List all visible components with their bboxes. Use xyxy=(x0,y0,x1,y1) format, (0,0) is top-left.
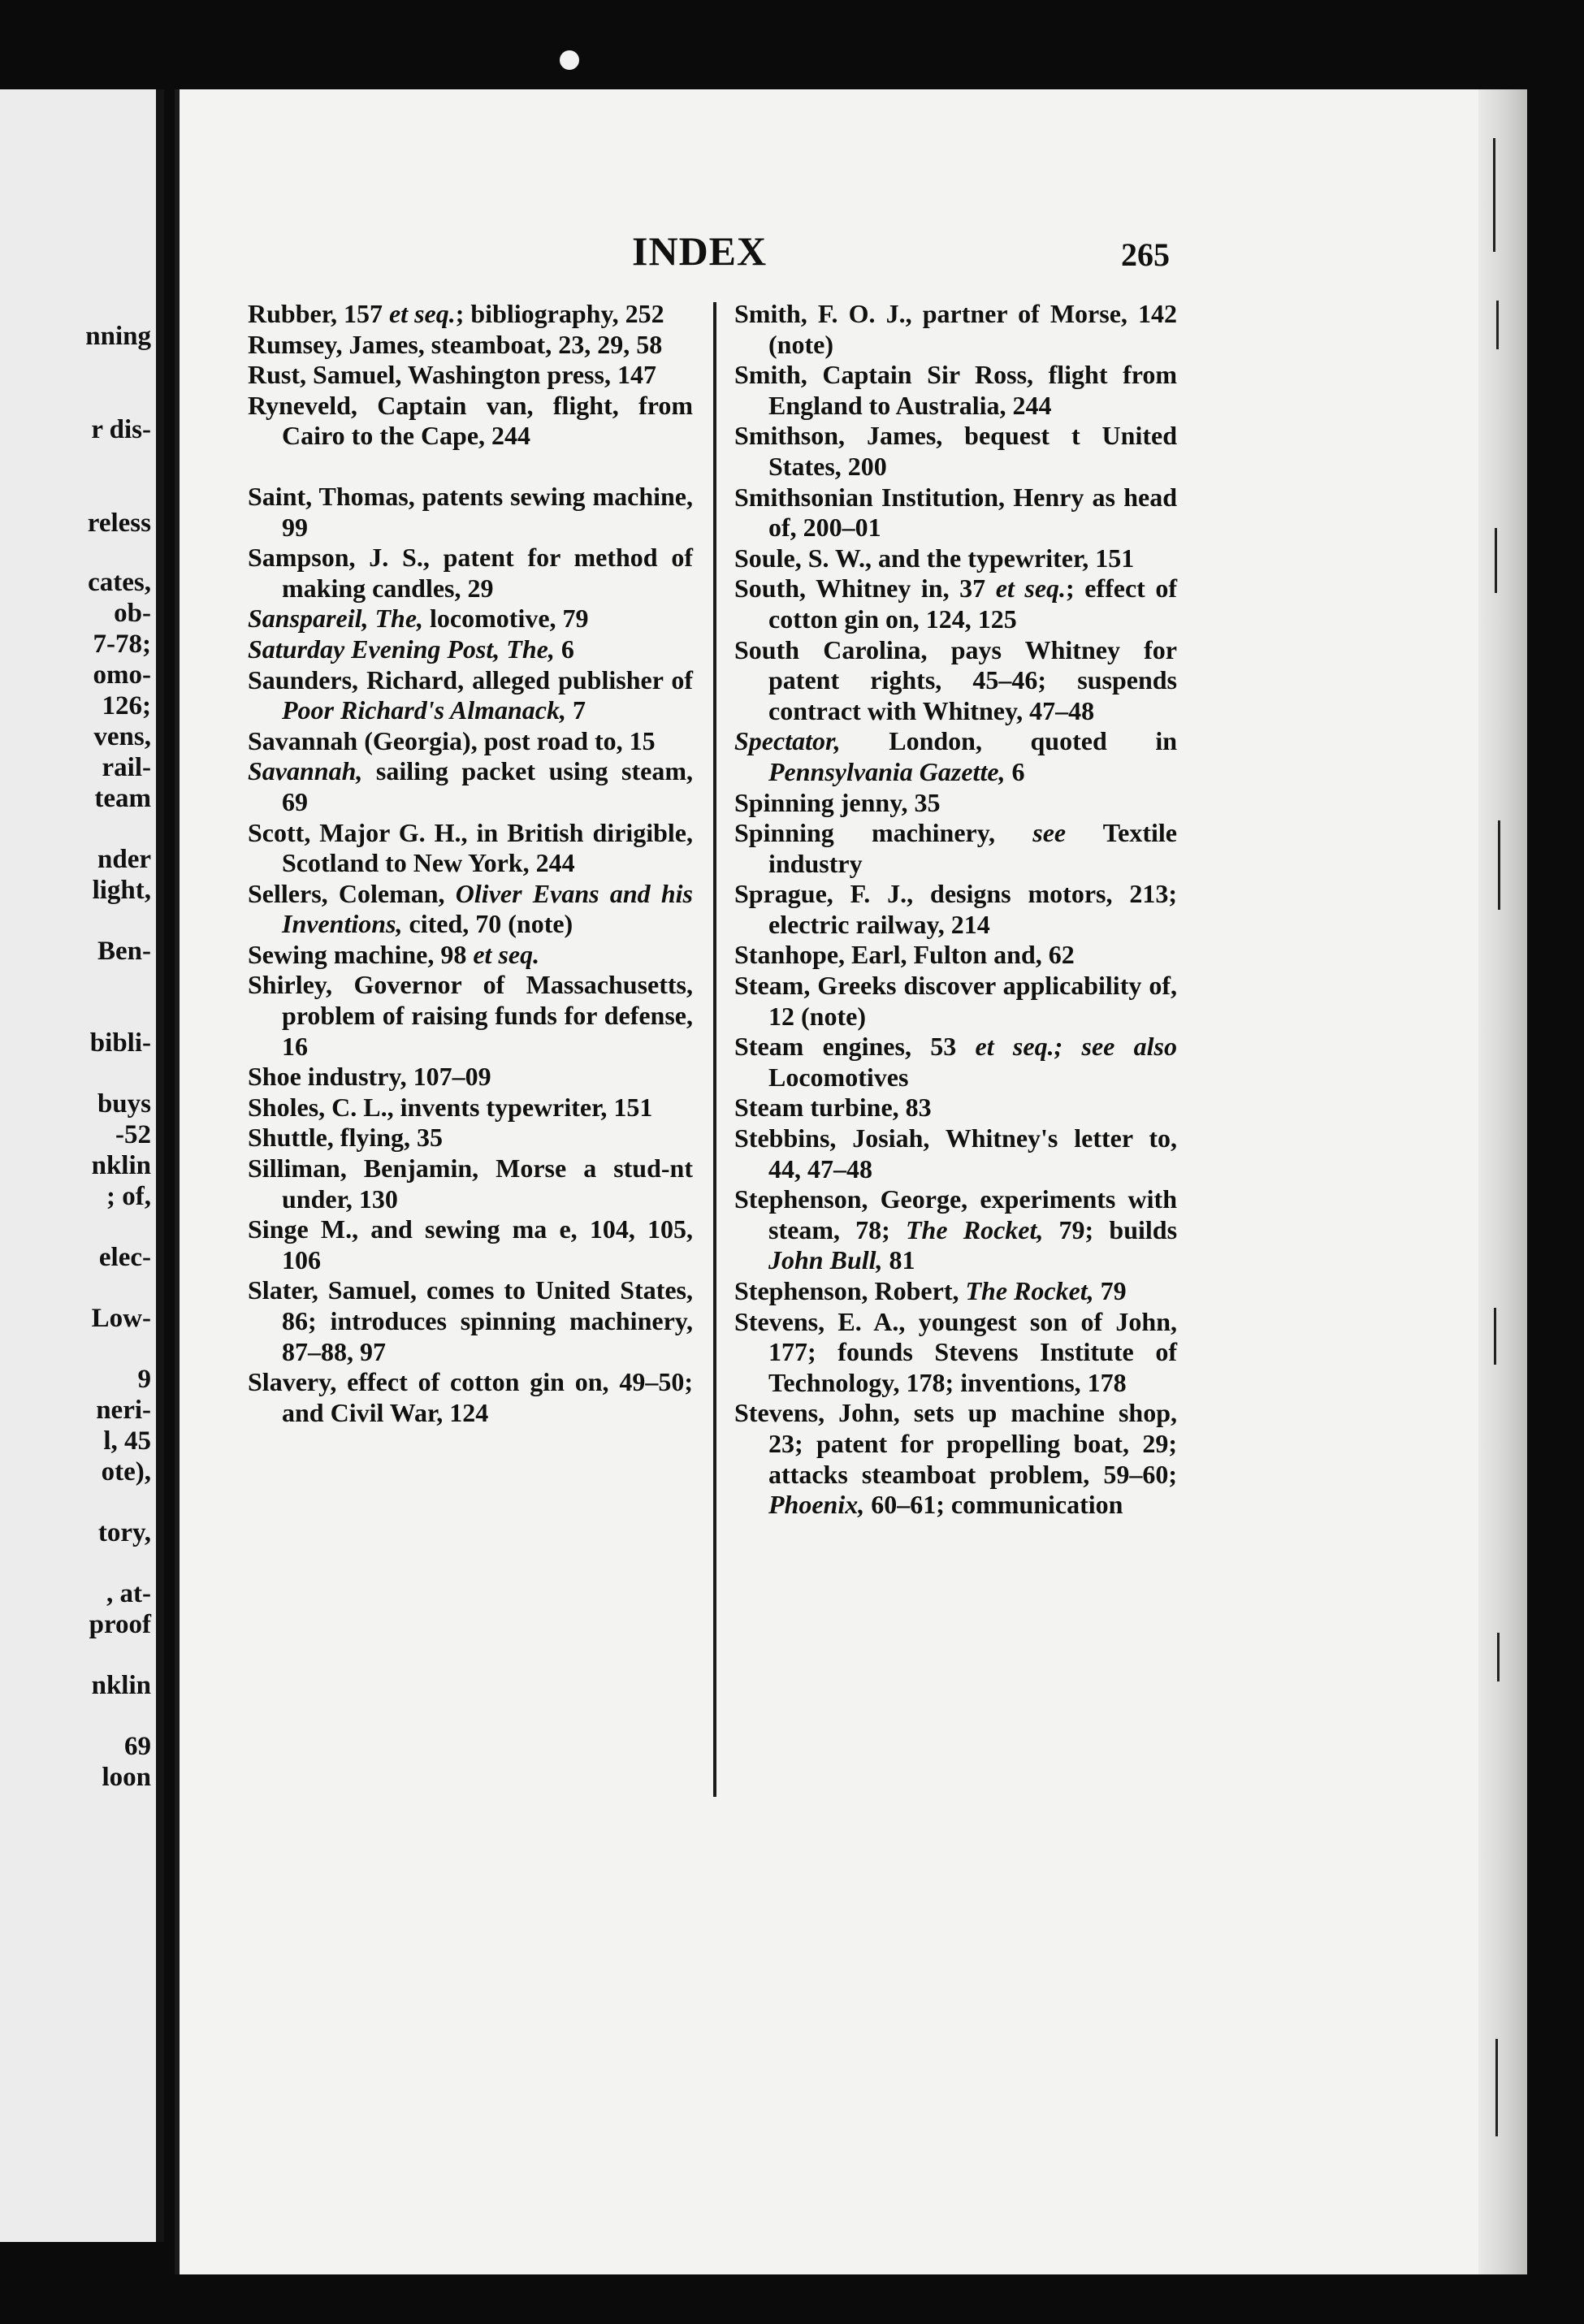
index-entry-text: Spinning jenny, 35 xyxy=(734,787,941,817)
page-number: 265 xyxy=(1121,236,1170,273)
index-entry xyxy=(734,818,1177,879)
index-entry-text: Sprague, F. J., designs motors, 213; electric railway, 214 xyxy=(734,879,1177,939)
index-entry xyxy=(734,483,1177,543)
index-entry xyxy=(734,573,1177,634)
index-entry xyxy=(248,482,693,543)
facing-page-fragment: 126; xyxy=(102,691,151,721)
index-entry-text: Slater, Samuel, comes to United States, 86; introduces spinning machinery, 87–88, 97 xyxy=(248,1275,693,1366)
index-entry-text: Singe M., and sewing ma e, 104, 105, 106 xyxy=(248,1214,693,1275)
index-column-right xyxy=(734,299,1177,1521)
index-entry xyxy=(248,756,693,817)
index-entry-text: Steam engines, 53 xyxy=(734,1032,976,1062)
facing-page-fragment: ; of, xyxy=(106,1182,151,1211)
index-entry-italic-text: et seq.; see also xyxy=(975,1032,1178,1062)
index-entry xyxy=(734,1123,1177,1184)
facing-page-fragment: team xyxy=(94,784,151,813)
index-entry-text: Steam turbine, 83 xyxy=(734,1093,932,1123)
index-entry-text: 79 xyxy=(1093,1276,1127,1305)
index-entry-text: Saint, Thomas, patents sewing machine, 99 xyxy=(248,481,693,542)
index-entry xyxy=(734,1184,1177,1276)
index-entry xyxy=(734,1307,1177,1399)
index-entry-text: Shirley, Governor of Massachusetts, problem of raising funds for defense, 16 xyxy=(248,970,693,1061)
facing-page-fragment: r dis- xyxy=(91,415,151,444)
index-entry-text: locomotive, 79 xyxy=(423,604,589,634)
index-entry xyxy=(248,818,693,879)
index-entry-text: sailing packet using steam, 69 xyxy=(282,756,693,816)
index-entry xyxy=(248,726,693,757)
index-entry-italic-text: John Bull, xyxy=(768,1245,883,1275)
facing-page-fragment: elec- xyxy=(98,1243,151,1272)
index-entry xyxy=(734,1276,1177,1307)
facing-page-fragment: neri- xyxy=(96,1396,151,1425)
index-entry xyxy=(248,879,693,940)
index-entry xyxy=(734,940,1177,971)
facing-page-fragment: buys xyxy=(97,1089,151,1119)
page-edge-shadow xyxy=(1478,89,1527,2274)
index-entry xyxy=(734,1032,1177,1093)
index-entry xyxy=(734,879,1177,940)
index-entry-text: Rust, Samuel, Washington press, 147 xyxy=(248,360,656,390)
index-entry-text: Spinning machinery, xyxy=(734,818,1033,848)
index-entry xyxy=(248,1275,693,1367)
index-entry-text: Locomotives xyxy=(768,1062,909,1092)
index-entry-text: ; effect of cotton gin on, 124, 125 xyxy=(768,573,1178,634)
section-gap xyxy=(248,452,693,482)
facing-page-fragment: light, xyxy=(92,876,151,905)
index-entry-text: 60–61; communication xyxy=(864,1490,1123,1520)
facing-page-fragment: 7-78; xyxy=(93,630,151,659)
index-entry-italic-text: Sanspareil, The, xyxy=(248,604,424,634)
index-entry xyxy=(248,1153,693,1214)
facing-page-fragment: ob- xyxy=(114,599,151,628)
facing-page-fragment: rail- xyxy=(102,753,151,782)
facing-page-fragment: nklin xyxy=(91,1151,151,1180)
index-entry xyxy=(248,299,693,330)
index-entry xyxy=(248,665,693,726)
index-entry-text: Rubber, 157 xyxy=(248,299,389,328)
index-entry xyxy=(734,635,1177,727)
index-entry-text: Savannah (Georgia), post road to, 15 xyxy=(248,725,656,755)
index-entry xyxy=(734,971,1177,1032)
index-entry xyxy=(248,1062,693,1093)
index-entry-text: Soule, S. W., and the typewriter, 151 xyxy=(734,543,1135,573)
index-entry-italic-text: Spectator, xyxy=(734,726,841,756)
index-entry-italic-text: et seq. xyxy=(473,939,540,969)
index-entry-italic-text: et seq. xyxy=(995,573,1067,604)
index-entry-italic-text: Savannah, xyxy=(248,756,363,786)
index-entry xyxy=(248,391,693,452)
index-entry xyxy=(248,604,693,634)
index-entry xyxy=(248,543,693,604)
index-entry-text: Steam, Greeks discover applicability of, 12 (note) xyxy=(734,971,1177,1031)
index-entry-text: Rumsey, James, steamboat, 23, 29, 58 xyxy=(248,329,663,359)
index-entry-text: 7 xyxy=(565,695,586,725)
facing-page-fragment: nder xyxy=(97,845,151,874)
index-entry-text: Stevens, John, sets up machine shop, 23; patent for propelling boat, 29; attacks steamboat problem, 59–60; xyxy=(734,1398,1177,1489)
index-entry xyxy=(248,1123,693,1153)
index-entry-text: Smithsonian Institution, Henry as head of, 200–01 xyxy=(734,482,1177,543)
index-entry xyxy=(734,1093,1177,1123)
index-entry-italic-text: Pennsylvania Gazette, xyxy=(768,756,1006,786)
index-entry-text: Stephenson, Robert, xyxy=(734,1276,966,1305)
index-entry-text: cited, 70 (note) xyxy=(402,909,573,939)
index-entry xyxy=(734,421,1177,482)
facing-page-fragment: tory, xyxy=(97,1518,151,1547)
index-entry-text: Stephenson, George, experiments with steam, 78; xyxy=(734,1184,1177,1244)
index-entry-text: 81 xyxy=(882,1245,915,1275)
index-entry xyxy=(248,634,693,665)
index-entry xyxy=(248,360,693,391)
index-entry-text: South, Whitney in, 37 xyxy=(734,573,996,604)
facing-page-fragment: cates, xyxy=(88,568,151,597)
index-entry xyxy=(248,1093,693,1123)
index-entry xyxy=(734,788,1177,819)
index-entry-text: Sellers, Coleman, xyxy=(248,878,456,908)
index-entry-italic-text: et seq. xyxy=(388,299,456,328)
index-entry-text: 6 xyxy=(1005,756,1025,786)
facing-page-fragment: -52 xyxy=(115,1120,151,1149)
index-entry-italic-text: Poor Richard's Almanack, xyxy=(282,695,566,725)
index-entry xyxy=(734,726,1177,787)
facing-page-fragment: nklin xyxy=(91,1671,151,1700)
index-entry-text: Stebbins, Josiah, Whitney's letter to, 44, 47–48 xyxy=(734,1123,1177,1184)
running-head: INDEX xyxy=(632,228,768,274)
index-entry-text: Sholes, C. L., invents typewriter, 151 xyxy=(248,1092,653,1122)
index-entry-text: Sampson, J. S., patent for method of making candles, 29 xyxy=(248,543,693,603)
index-entry-italic-text: Saturday Evening Post, The, xyxy=(248,634,555,664)
index-entry xyxy=(248,1214,693,1275)
index-entry xyxy=(248,330,693,361)
index-entry-text: 6 xyxy=(554,634,574,664)
index-entry xyxy=(734,1398,1177,1520)
index-entry-text: Saunders, Richard, alleged publisher of xyxy=(248,664,693,695)
index-entry-text: Stevens, E. A., youngest son of John, 177; founds Stevens Institute of Technology, 178; inventions, 178 xyxy=(734,1306,1177,1397)
facing-page-fragment: bibli- xyxy=(89,1028,151,1058)
index-column-left xyxy=(248,299,693,1428)
index-entry-text: South Carolina, pays Whitney for patent rights, 45–46; suspends contract with Whitney, 47–48 xyxy=(734,634,1177,725)
facing-page-fragment: l, 45 xyxy=(103,1426,151,1456)
index-entry-text: 79; builds xyxy=(1043,1214,1178,1244)
index-entry-text: Slavery, effect of cotton gin on, 49–50; and Civil War, 124 xyxy=(248,1367,693,1427)
facing-page-fragment: ote), xyxy=(101,1457,151,1487)
index-entry xyxy=(734,360,1177,421)
index-entry-text: Sewing machine, 98 xyxy=(248,939,474,969)
index-entry-italic-text: The Rocket, xyxy=(965,1276,1094,1305)
facing-page-fragment: loon xyxy=(102,1763,151,1792)
index-entry xyxy=(248,1367,693,1428)
index-entry-text: Smith, F. O. J., partner of Morse, 142 (note) xyxy=(734,299,1177,359)
index-entry-text: London, quoted in xyxy=(840,726,1177,756)
facing-page-fragment: proof xyxy=(89,1610,151,1639)
facing-page-fragment: Low- xyxy=(91,1304,151,1333)
index-entry xyxy=(248,970,693,1062)
facing-page-fragment: reless xyxy=(87,509,151,538)
index-entry xyxy=(734,543,1177,574)
index-entry-text: Smithson, James, bequest t United States, 200 xyxy=(734,421,1177,481)
facing-page-fragment: 69 xyxy=(124,1732,151,1761)
index-entry-text: Textile industry xyxy=(768,818,1178,878)
index-entry-italic-text: The Rocket, xyxy=(906,1214,1044,1244)
index-entry-text: Stanhope, Earl, Fulton and, 62 xyxy=(734,940,1075,970)
facing-page-fragment: Ben- xyxy=(97,937,151,966)
index-entry xyxy=(248,940,693,971)
index-entry-text: Shoe industry, 107–09 xyxy=(248,1062,491,1092)
facing-page-fragment: , at- xyxy=(106,1579,151,1608)
index-entry-text: Scott, Major G. H., in British dirigible, Scotland to New York, 244 xyxy=(248,817,693,878)
facing-page-left-edge xyxy=(0,89,164,2242)
index-entry-text: Ryneveld, Captain van, flight, from Cairo to the Cape, 244 xyxy=(248,390,693,451)
binding-hole xyxy=(560,50,579,70)
facing-page-fragment: 9 xyxy=(137,1365,151,1394)
index-entry-text: Smith, Captain Sir Ross, flight from England to Australia, 244 xyxy=(734,360,1177,420)
index-entry-text: Silliman, Benjamin, Morse a stud-nt under, 130 xyxy=(248,1153,693,1214)
index-entry xyxy=(734,299,1177,360)
facing-page-fragment: nning xyxy=(85,322,151,351)
facing-page-fragment: vens, xyxy=(93,722,151,751)
facing-page-fragment: omo- xyxy=(93,660,151,690)
index-entry-italic-text: see xyxy=(1032,818,1067,848)
index-entry-italic-text: Phoenix, xyxy=(768,1490,865,1520)
column-divider xyxy=(713,302,716,1797)
index-entry-text: ; bibliography, 252 xyxy=(455,299,664,328)
index-entry-italic-text: Oliver Evans and his Inventions, xyxy=(282,878,694,939)
index-entry-text: Shuttle, flying, 35 xyxy=(248,1123,444,1153)
